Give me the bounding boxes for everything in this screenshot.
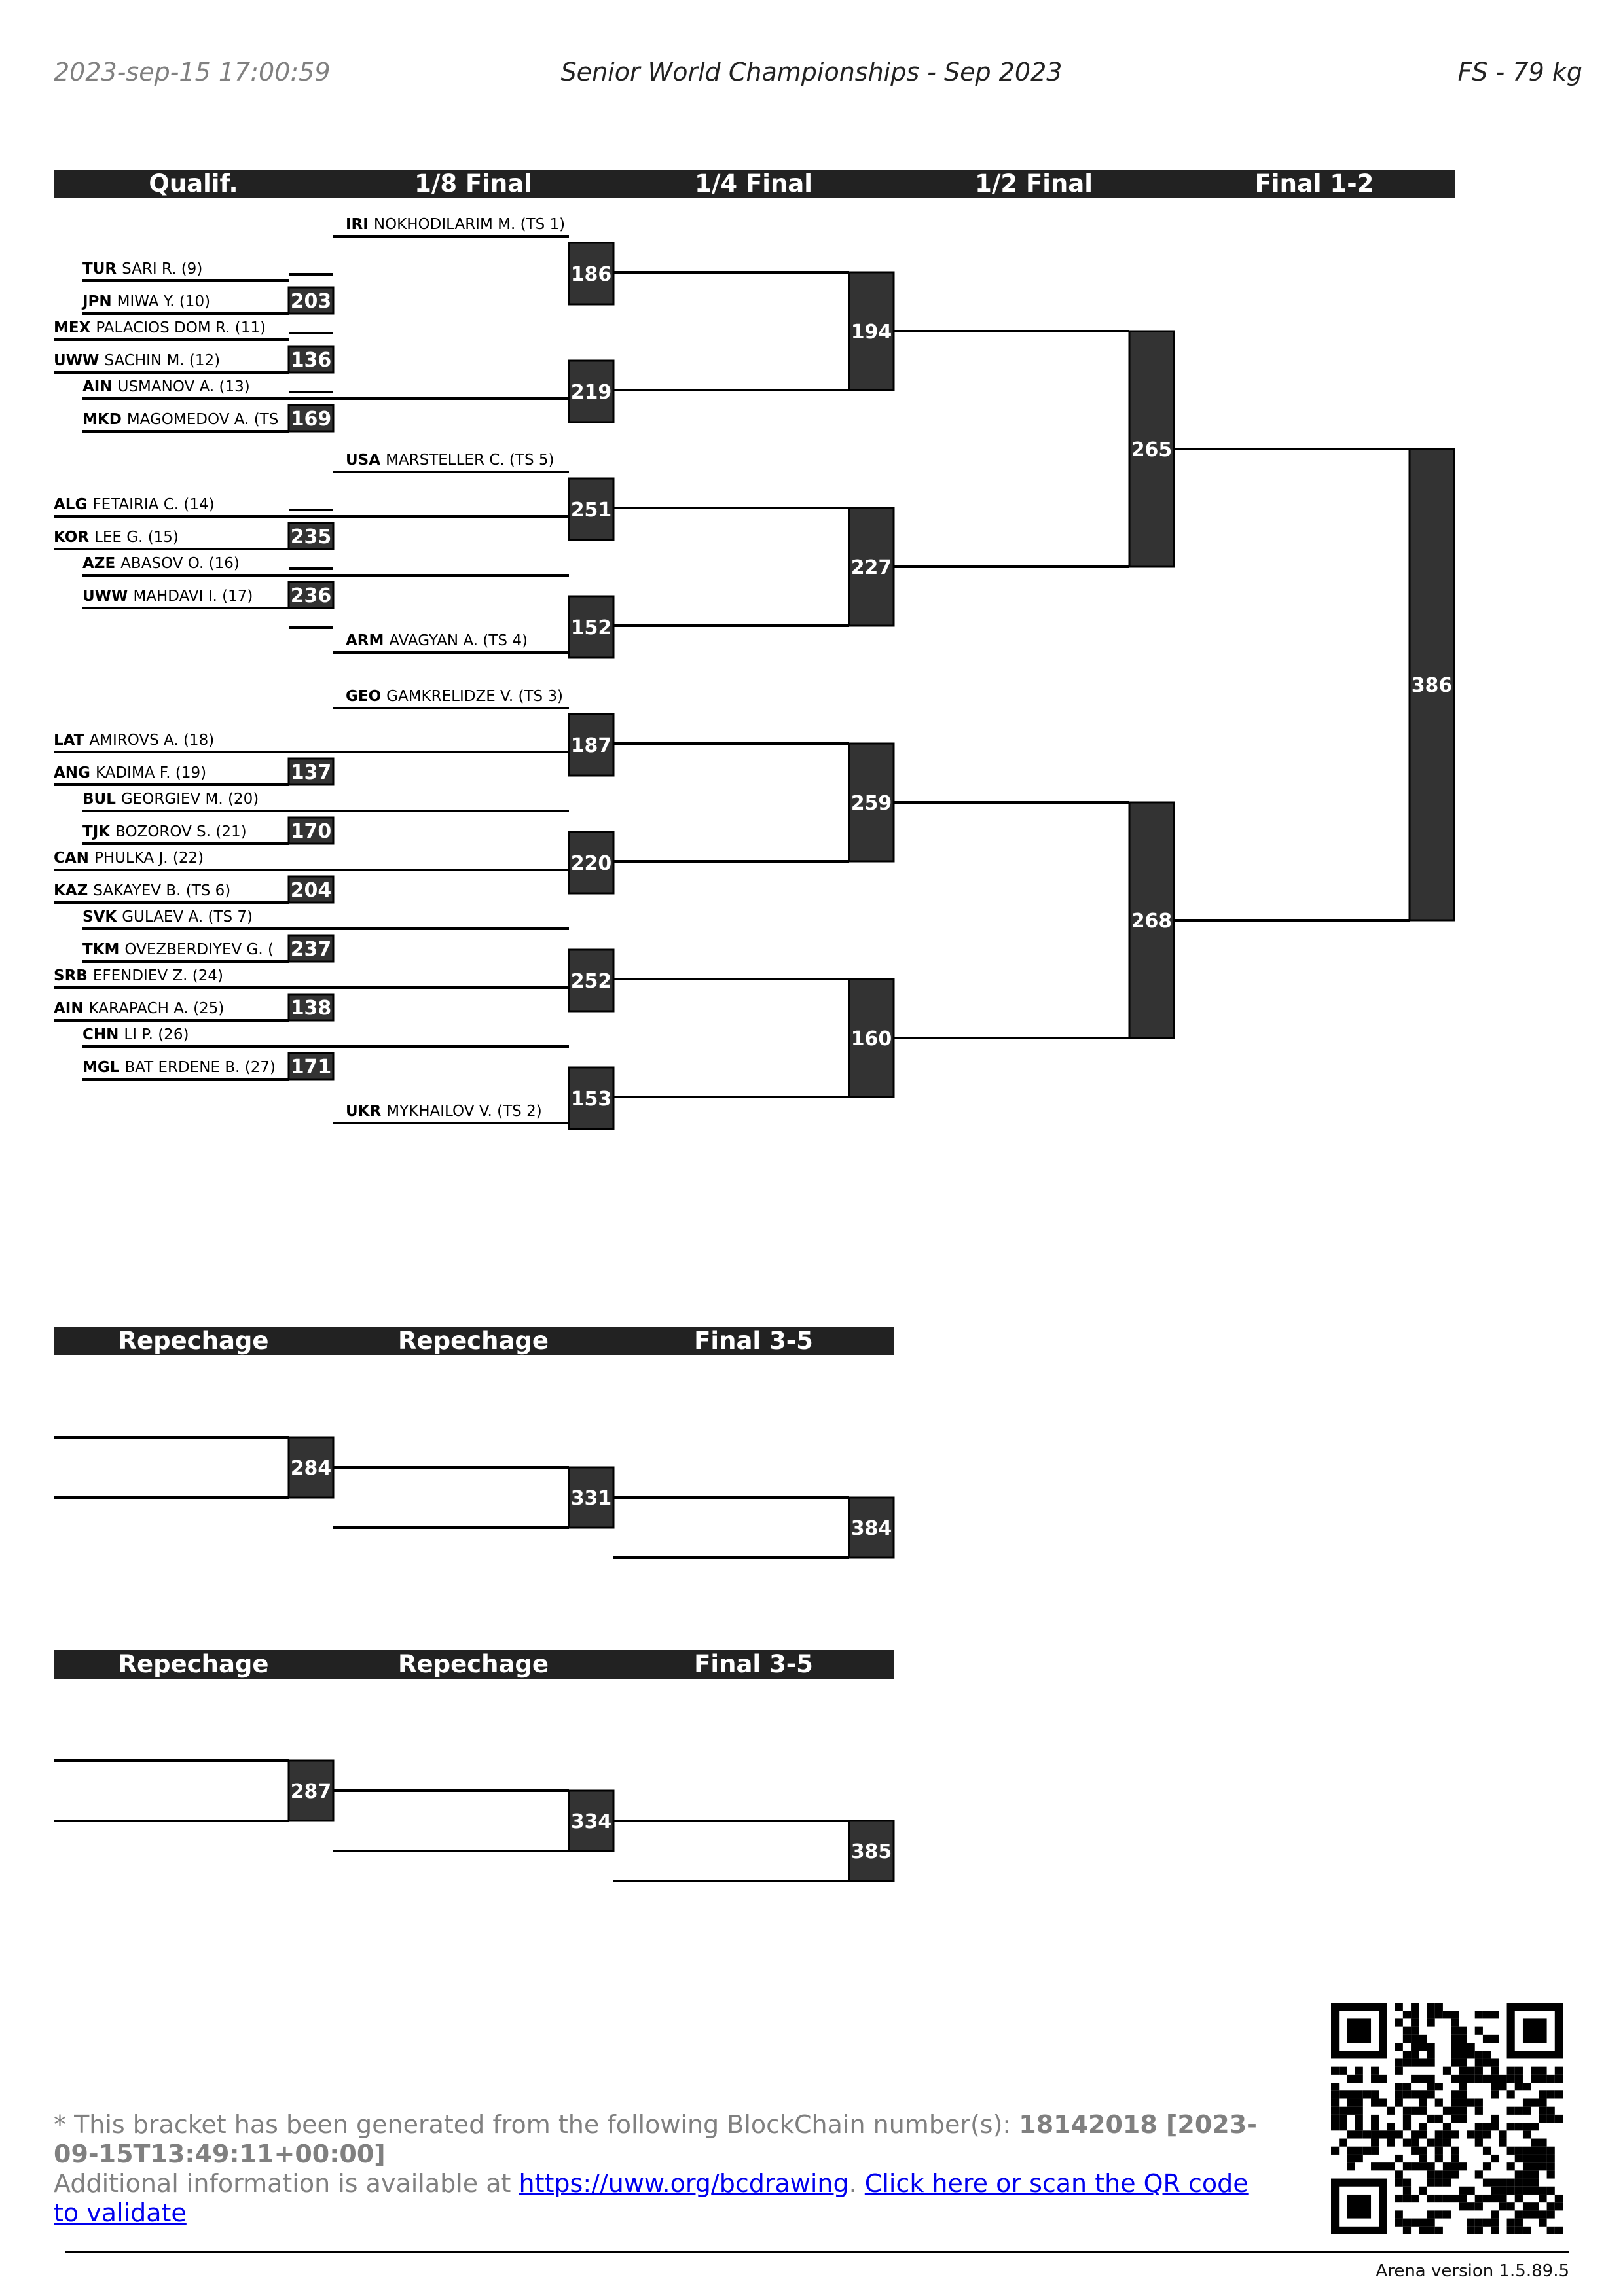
match-number: 284 bbox=[290, 1457, 332, 1480]
athlete-name: MYKHAILOV V. (TS 2) bbox=[386, 1103, 542, 1120]
athlete-name: SAKAYEV B. (TS 6) bbox=[93, 882, 231, 899]
column-header-repechage-2a: Repechage bbox=[118, 1650, 269, 1678]
athlete-country: CAN bbox=[54, 850, 94, 867]
link-separator: . bbox=[848, 2169, 865, 2198]
column-header-repechage-1a: Repechage bbox=[118, 1327, 269, 1355]
athlete-entry bbox=[82, 823, 247, 840]
athlete-country: BUL bbox=[82, 791, 121, 808]
athlete-country: AIN bbox=[82, 378, 118, 395]
match-number: 385 bbox=[850, 1840, 892, 1863]
athlete-entry bbox=[82, 411, 278, 428]
athlete-entry bbox=[81, 293, 210, 310]
blockchain-number: 18142018 [2023-09-15T13:49:11+00:00] bbox=[54, 2110, 1257, 2168]
athlete-name: SACHIN M. (12) bbox=[104, 352, 221, 369]
match-number: 186 bbox=[570, 263, 612, 286]
athlete-country: TKM bbox=[82, 941, 125, 958]
athlete-name: LI P. (26) bbox=[124, 1026, 189, 1043]
match-box-quarter-final bbox=[849, 272, 894, 390]
athlete-country: CHN bbox=[82, 1026, 124, 1043]
athlete-country: LAT bbox=[54, 732, 90, 749]
match-box-qualif bbox=[289, 876, 333, 903]
match-number: 153 bbox=[570, 1088, 612, 1111]
athlete-name: LEE G. (15) bbox=[94, 529, 179, 546]
match-box-bronze-1 bbox=[849, 1498, 894, 1558]
match-box-eighth-final bbox=[569, 361, 613, 422]
validate-link[interactable]: Click here or scan the QR code to validate bbox=[54, 2169, 1249, 2227]
athlete-entry bbox=[54, 352, 220, 369]
info-text: Additional information is available at bbox=[54, 2169, 519, 2198]
match-box-quarter-final bbox=[849, 508, 894, 626]
athlete-country: ANG bbox=[54, 764, 96, 781]
match-box-repechage-2a bbox=[289, 1761, 333, 1821]
athlete-country: SRB bbox=[54, 967, 93, 984]
column-header-repechage-1b: Repechage bbox=[398, 1327, 549, 1355]
athlete-entry bbox=[82, 791, 259, 808]
match-box-qualif bbox=[289, 582, 333, 608]
athlete-country: USA bbox=[346, 452, 386, 469]
event-title: Senior World Championships - Sep 2023 bbox=[560, 58, 1063, 86]
match-number: 138 bbox=[290, 997, 332, 1020]
match-number: 227 bbox=[850, 556, 892, 579]
match-number: 187 bbox=[570, 734, 612, 757]
athlete-country: MKD bbox=[82, 411, 127, 428]
athlete-entry bbox=[54, 850, 204, 867]
athlete-name: AVAGYAN A. (TS 4) bbox=[389, 632, 528, 649]
athlete-name: MAHDAVI I. (17) bbox=[133, 588, 253, 605]
match-number: 171 bbox=[290, 1056, 332, 1079]
athlete-country: TJK bbox=[82, 823, 116, 840]
match-box-eighth-final bbox=[569, 596, 613, 658]
info-line bbox=[54, 2169, 1258, 2228]
column-header-repechage-2b: Repechage bbox=[398, 1650, 549, 1678]
match-number: 384 bbox=[850, 1517, 892, 1540]
athlete-name: PHULKA J. (22) bbox=[94, 850, 204, 867]
athlete-name: KADIMA F. (19) bbox=[95, 764, 207, 781]
athlete-country: ARM bbox=[346, 632, 390, 649]
match-number: 219 bbox=[570, 381, 612, 404]
athlete-entry bbox=[82, 378, 250, 395]
match-number: 331 bbox=[570, 1487, 612, 1510]
match-box-quarter-final bbox=[849, 744, 894, 861]
column-header-bronze-1: Final 3-5 bbox=[694, 1327, 813, 1355]
print-timestamp: 2023-sep-15 17:00:59 bbox=[54, 58, 331, 86]
match-box-repechage-1a bbox=[289, 1437, 333, 1498]
match-box-final bbox=[1410, 449, 1454, 920]
athlete-country: SVK bbox=[82, 908, 122, 925]
athlete-name: EFENDIEV Z. (24) bbox=[92, 967, 223, 984]
athlete-country: TUR bbox=[82, 260, 122, 278]
athlete-entry bbox=[54, 882, 230, 899]
match-box-qualif bbox=[289, 346, 333, 372]
blockchain-footer bbox=[54, 2110, 1258, 2228]
athlete-country: AZE bbox=[82, 555, 121, 572]
blockchain-note-text: * This bracket has been generated from the following BlockChain number(s): bbox=[54, 2110, 1019, 2139]
athlete-entry bbox=[54, 1000, 224, 1017]
athlete-entry bbox=[346, 452, 554, 469]
column-header-bronze-2: Final 3-5 bbox=[694, 1650, 813, 1678]
athlete-country: UWW bbox=[54, 352, 105, 369]
match-number: 259 bbox=[850, 792, 892, 815]
athlete-country: AIN bbox=[54, 1000, 89, 1017]
match-box-bronze-2 bbox=[849, 1821, 894, 1881]
athlete-entry bbox=[82, 1059, 276, 1076]
column-header-qualif: Qualif. bbox=[149, 170, 238, 198]
athlete-entry bbox=[82, 260, 202, 278]
match-box-eighth-final bbox=[569, 950, 613, 1011]
match-box-eighth-final bbox=[569, 243, 613, 304]
athlete-entry bbox=[54, 529, 179, 546]
weight-category: FS - 79 kg bbox=[1457, 58, 1582, 86]
match-box-repechage-2b bbox=[569, 1791, 613, 1851]
athlete-name: GAMKRELIDZE V. (TS 3) bbox=[386, 688, 563, 705]
match-number: 386 bbox=[1411, 674, 1453, 697]
match-number: 251 bbox=[570, 499, 612, 522]
match-number: 169 bbox=[290, 408, 332, 431]
match-box-qualif bbox=[289, 994, 333, 1020]
athlete-name: SARI R. (9) bbox=[122, 260, 203, 278]
athlete-entry bbox=[346, 216, 565, 233]
match-number: 137 bbox=[290, 761, 332, 784]
match-box-eighth-final bbox=[569, 478, 613, 540]
match-box-qualif bbox=[289, 1053, 333, 1079]
match-box-qualif bbox=[289, 523, 333, 549]
athlete-name: GEORGIEV M. (20) bbox=[120, 791, 259, 808]
column-header-semi-final: 1/2 Final bbox=[975, 170, 1093, 198]
athlete-entry bbox=[82, 555, 240, 572]
match-number: 265 bbox=[1131, 439, 1173, 461]
athlete-entry bbox=[346, 1103, 542, 1120]
athlete-entry bbox=[82, 588, 253, 605]
match-number: 334 bbox=[570, 1810, 612, 1833]
match-number: 136 bbox=[290, 349, 332, 372]
athlete-name: MAGOMEDOV A. (TS bbox=[126, 411, 279, 428]
match-box-quarter-final bbox=[849, 979, 894, 1097]
athlete-name: NOKHODILARIM M. (TS 1) bbox=[373, 216, 566, 233]
athlete-name: KARAPACH A. (25) bbox=[88, 1000, 225, 1017]
athlete-entry bbox=[54, 764, 206, 781]
athlete-country: MGL bbox=[82, 1059, 125, 1076]
match-number: 152 bbox=[570, 617, 612, 639]
athlete-country: KOR bbox=[54, 529, 95, 546]
match-box-semi-final bbox=[1129, 802, 1174, 1038]
column-header-quarter-final: 1/4 Final bbox=[695, 170, 812, 198]
athlete-country: JPN bbox=[82, 293, 117, 310]
match-number: 287 bbox=[290, 1780, 332, 1803]
athlete-entry bbox=[82, 1026, 189, 1043]
athlete-entry bbox=[54, 732, 214, 749]
match-box-qualif bbox=[289, 817, 333, 844]
match-box-repechage-1b bbox=[569, 1467, 613, 1528]
athlete-name: PALACIOS DOM R. (11) bbox=[96, 319, 266, 336]
athlete-country: GEO bbox=[346, 688, 387, 705]
athlete-name: BAT ERDENE B. (27) bbox=[124, 1059, 276, 1076]
athlete-name: AMIROVS A. (18) bbox=[89, 732, 215, 749]
athlete-entry bbox=[82, 908, 253, 925]
footer-divider bbox=[65, 2251, 1569, 2253]
athlete-name: GULAEV A. (TS 7) bbox=[122, 908, 253, 925]
match-number: 204 bbox=[290, 879, 332, 902]
athlete-name: FETAIRIA C. (14) bbox=[92, 496, 215, 513]
athlete-name: MARSTELLER C. (TS 5) bbox=[386, 452, 555, 469]
match-box-qualif bbox=[289, 759, 333, 785]
athlete-name: ABASOV O. (16) bbox=[120, 555, 240, 572]
athlete-country: IRI bbox=[346, 216, 374, 233]
athlete-entry bbox=[54, 967, 223, 984]
match-number: 237 bbox=[290, 938, 332, 961]
column-header-eighth-final: 1/8 Final bbox=[414, 170, 532, 198]
match-number: 220 bbox=[570, 852, 612, 875]
match-number: 160 bbox=[850, 1028, 892, 1050]
match-box-qualif bbox=[289, 935, 333, 961]
athlete-name: OVEZBERDIYEV G. ( bbox=[124, 941, 274, 958]
match-number: 203 bbox=[290, 290, 332, 313]
athlete-country: UKR bbox=[346, 1103, 387, 1120]
match-box-qualif bbox=[289, 287, 333, 314]
athlete-country: ALG bbox=[54, 496, 93, 513]
match-box-eighth-final bbox=[569, 832, 613, 893]
match-number: 236 bbox=[290, 584, 332, 607]
athlete-name: USMANOV A. (13) bbox=[117, 378, 250, 395]
athlete-country: MEX bbox=[54, 319, 96, 336]
athlete-entry bbox=[346, 632, 528, 649]
match-number: 194 bbox=[850, 321, 892, 344]
match-number: 268 bbox=[1131, 910, 1173, 933]
match-number: 170 bbox=[290, 820, 332, 843]
athlete-name: MIWA Y. (10) bbox=[117, 293, 211, 310]
match-number: 252 bbox=[570, 970, 612, 993]
athlete-entry bbox=[82, 941, 274, 958]
athlete-name: BOZOROV S. (21) bbox=[115, 823, 247, 840]
arena-version: Arena version 1.5.89.5 bbox=[1376, 2261, 1569, 2281]
athlete-country: UWW bbox=[82, 588, 134, 605]
blockchain-note bbox=[54, 2110, 1258, 2169]
match-box-semi-final bbox=[1129, 331, 1174, 567]
column-header-final: Final 1-2 bbox=[1254, 170, 1374, 198]
athlete-entry bbox=[54, 496, 215, 513]
athlete-country: KAZ bbox=[54, 882, 94, 899]
match-box-qualif bbox=[289, 405, 333, 431]
athlete-entry bbox=[54, 319, 266, 336]
match-box-eighth-final bbox=[569, 714, 613, 776]
match-box-eighth-final bbox=[569, 1067, 613, 1129]
athlete-entry bbox=[346, 688, 563, 705]
validation-qr-code[interactable] bbox=[1331, 2003, 1563, 2234]
bcdrawing-link[interactable]: https://uww.org/bcdrawing bbox=[519, 2169, 849, 2198]
match-number: 235 bbox=[290, 526, 332, 548]
